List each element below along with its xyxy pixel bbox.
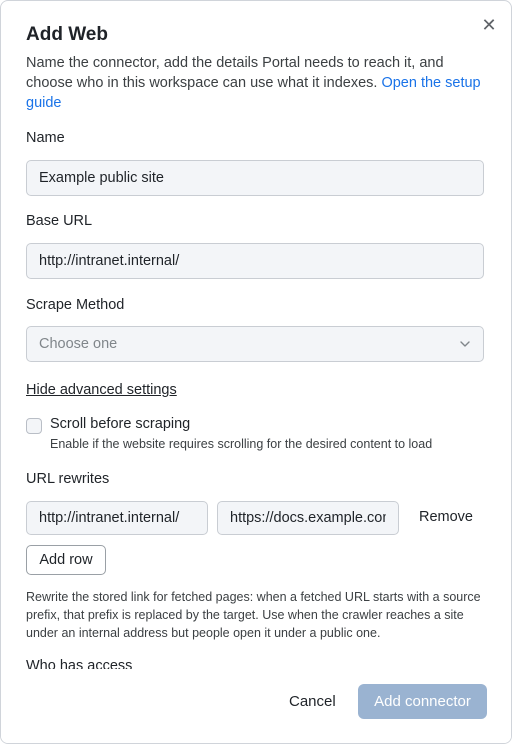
setup-guide-link[interactable]: Open the setup guide — [26, 75, 481, 111]
who-has-access-label: Who has access — [26, 658, 133, 669]
add-row-button[interactable]: Add row — [26, 545, 106, 575]
url-rewrites-help: Rewrite the stored link for fetched pages: when a fetched URL starts with a source prefix, that prefix is replaced by the target. Use when the crawler reaches a site under an internal address but people open it under a public one. — [26, 590, 481, 640]
scroll-before-scraping-checkbox[interactable] — [26, 418, 42, 434]
dialog-description — [26, 53, 484, 113]
remove-rewrite-button[interactable]: Remove — [419, 509, 473, 525]
url-rewrites-label: URL rewrites — [26, 471, 110, 487]
base-url-input[interactable] — [26, 243, 484, 279]
hide-advanced-settings-link[interactable]: Hide advanced settings — [26, 382, 177, 398]
description-text: Name the connector, add the details Portal needs to reach it, and choose who in this workspace can use what it indexes. — [26, 55, 444, 91]
rewrite-target-input[interactable] — [217, 501, 399, 535]
rewrite-source-input[interactable] — [26, 501, 208, 535]
cancel-button[interactable]: Cancel — [289, 693, 336, 710]
dialog-title: Add Web — [26, 24, 108, 45]
name-input[interactable] — [26, 160, 484, 196]
add-connector-button[interactable]: Add connector — [358, 684, 487, 719]
scrape-method-placeholder: Choose one — [39, 336, 118, 352]
close-icon[interactable]: ✕ — [481, 15, 497, 35]
scroll-before-scraping-help: Enable if the website requires scrolling for the desired content to load — [50, 437, 433, 451]
dialog-body — [26, 1, 484, 669]
name-label: Name — [26, 130, 65, 146]
scrape-method-select[interactable] — [26, 326, 484, 362]
dialog-footer — [1, 669, 511, 743]
base-url-label: Base URL — [26, 213, 93, 229]
scroll-before-scraping-label: Scroll before scraping — [50, 416, 191, 432]
chevron-down-icon — [459, 338, 471, 350]
scrape-method-label: Scrape Method — [26, 297, 125, 313]
